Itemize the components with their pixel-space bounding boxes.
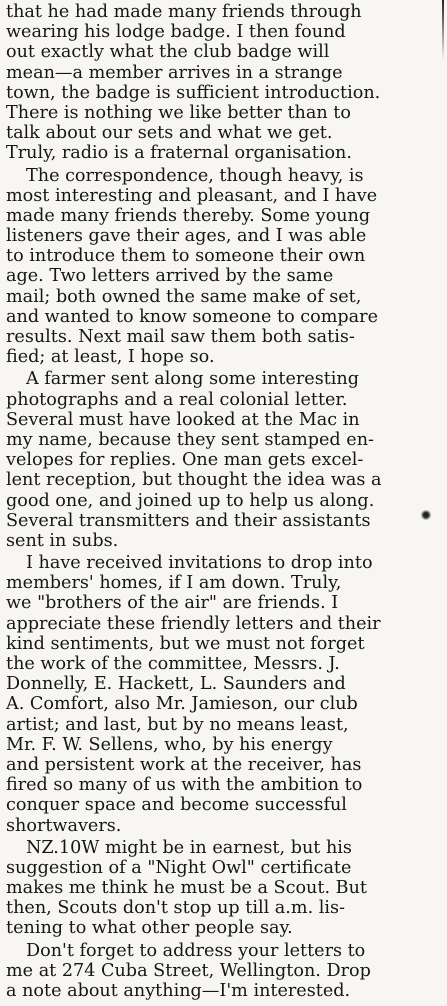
text-line: a note about anything—I'm interested. xyxy=(6,981,351,1001)
text-line: then, Scouts don't stop up till a.m. lis- xyxy=(6,898,345,919)
paragraph-1 xyxy=(6,2,438,164)
text-line: and persistent work at the receiver, has xyxy=(6,754,362,775)
text-line: artist; and last, but by no means least, xyxy=(6,714,349,735)
text-line: velopes for replies. One man gets excel- xyxy=(6,450,364,471)
text-line: makes me think he must be a Scout. But xyxy=(6,878,367,899)
text-line: me at 274 Cuba Street, Wellington. Drop xyxy=(6,960,371,981)
text-line: kind sentiments, but we must not forget xyxy=(6,633,365,654)
text-line: good one, and joined up to help us along. xyxy=(6,490,375,511)
text-line: mail; both owned the same make of set, xyxy=(6,286,362,307)
text-line: the work of the committee, Messrs. J. xyxy=(6,654,340,674)
scan-edge-mark xyxy=(442,0,444,60)
text-line: The correspondence, though heavy, is xyxy=(26,165,364,186)
text-line: most interesting and pleasant, and I have xyxy=(6,185,378,206)
text-line: photographs and a real colonial letter. xyxy=(6,389,348,410)
text-line: sent in subs. xyxy=(6,530,119,551)
text-line: appreciate these friendly letters and their xyxy=(6,613,381,634)
text-line: to introduce them to someone their own xyxy=(6,246,366,267)
paragraph-5 xyxy=(6,838,438,939)
text-line: Truly, radio is a fraternal organisation. xyxy=(6,143,352,164)
paragraph-4 xyxy=(6,553,438,836)
text-line: made many friends thereby. Some young xyxy=(6,205,371,226)
text-line: Several must have looked at the Mac in xyxy=(6,409,360,430)
text-line: tening to what other people say. xyxy=(6,918,293,939)
text-line: that he had made many friends through xyxy=(6,2,362,22)
text-line: age. Two letters arrived by the same xyxy=(6,266,334,287)
text-line: Donnelly, E. Hackett, L. Saunders and xyxy=(6,674,346,695)
text-line: out exactly what the club badge will xyxy=(6,42,330,63)
text-line: members' homes, if I am down. Truly, xyxy=(6,573,342,594)
text-line: listeners gave their ages, and I was able xyxy=(6,226,367,247)
text-line: lent reception, but thought the idea was a xyxy=(6,470,382,491)
paragraph-3 xyxy=(6,369,438,551)
paragraph-2 xyxy=(6,166,438,368)
text-line: A farmer sent along some interesting xyxy=(26,369,360,390)
text-line: talk about our sets and what we get. xyxy=(6,123,333,144)
text-line: wearing his lodge badge. I then found xyxy=(6,22,346,43)
text-line: Several transmitters and their assistants xyxy=(6,510,371,531)
paragraph-6 xyxy=(6,941,438,1002)
text-line: conquer space and become successful xyxy=(6,795,347,816)
text-line: my name, because they sent stamped en- xyxy=(6,429,374,450)
text-line: NZ.10W might be in earnest, but his xyxy=(26,837,352,858)
text-line: results. Next mail saw them both satis- xyxy=(6,327,355,347)
text-line: mean—a member arrives in a strange xyxy=(6,62,343,83)
text-line: There is nothing we like better than to xyxy=(6,102,351,123)
text-line: A. Comfort, also Mr. Jamieson, our club xyxy=(6,694,358,715)
article-column xyxy=(6,2,438,1001)
text-line: fired so many of us with the ambition to xyxy=(6,775,363,796)
text-line: town, the badge is sufficient introduction. xyxy=(6,82,381,103)
text-line: shortwavers. xyxy=(6,815,122,836)
text-line: Don't forget to address your letters to xyxy=(26,940,366,961)
text-line: and wanted to know someone to compare xyxy=(6,306,378,327)
text-line: we "brothers of the air" are friends. I xyxy=(6,593,339,614)
text-line: I have received invitations to drop into xyxy=(26,553,373,574)
text-line: fied; at least, I hope so. xyxy=(6,347,215,368)
text-line: suggestion of a "Night Owl" certificate xyxy=(6,857,352,878)
text-line: Mr. F. W. Sellens, who, by his energy xyxy=(6,734,333,755)
